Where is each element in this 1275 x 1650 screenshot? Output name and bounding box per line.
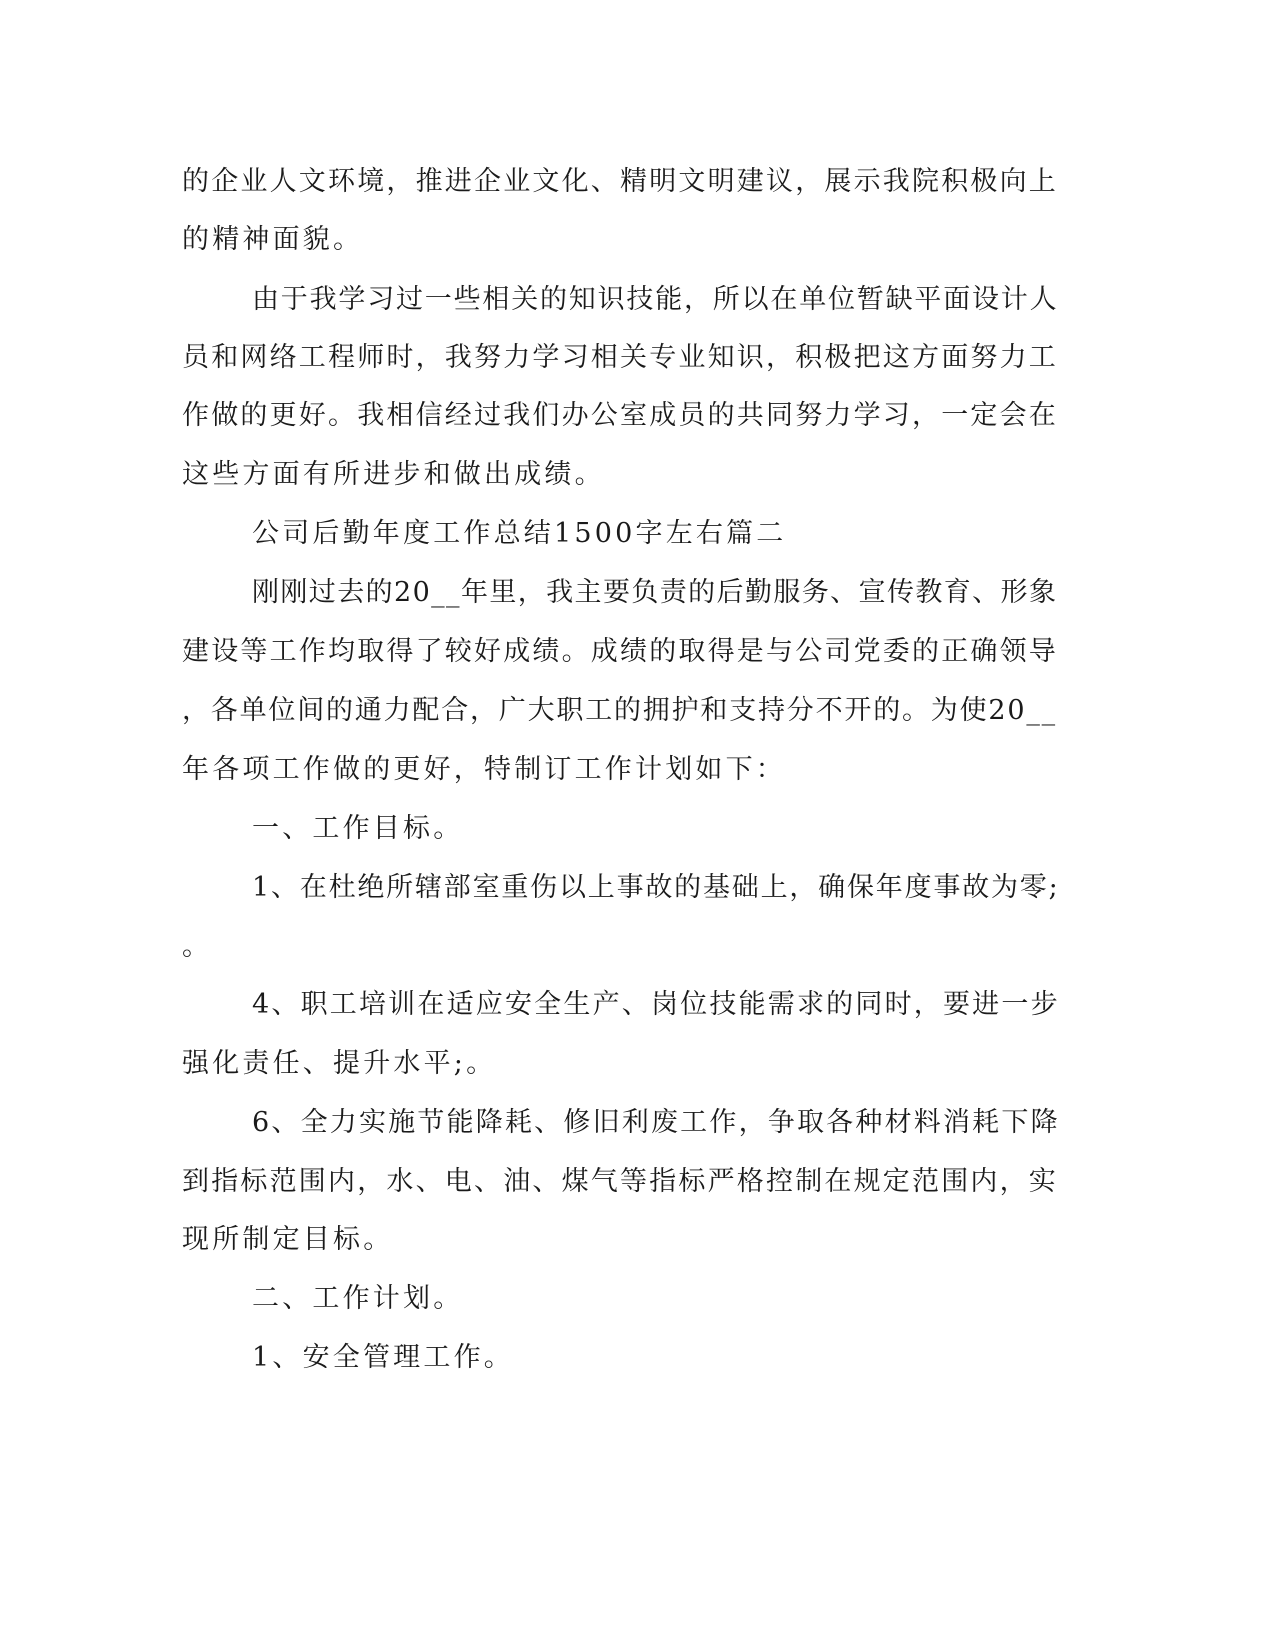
line-text: 由于我学习过一些相关的知识技能，所以在单位暂缺平面设计人	[252, 284, 1059, 315]
text-line	[0, 1269, 1275, 1329]
line-text: 。	[182, 931, 213, 962]
text-line	[0, 858, 1275, 918]
line-text: 这些方面有所进步和做出成绩。	[182, 459, 605, 490]
line-text: 二、工作计划。	[252, 1283, 464, 1314]
line-text: 一、工作目标。	[252, 813, 464, 844]
line-text: 1、安全管理工作。	[252, 1342, 514, 1373]
text-line	[0, 681, 1275, 741]
line-text: 的企业人文环境，推进企业文化、精明文明建议，展示我院积极向上	[182, 166, 1058, 197]
line-text: 4、职工培训在适应安全生产、岗位技能需求的同时，要进一步	[252, 989, 1060, 1020]
line-text: 建设等工作均取得了较好成绩。成绩的取得是与公司党委的正确领导	[182, 636, 1058, 667]
text-line	[0, 975, 1275, 1035]
text-line	[0, 799, 1275, 859]
text-line	[0, 740, 1275, 800]
text-line	[0, 270, 1275, 330]
text-line	[0, 152, 1275, 212]
heading-text: 公司后勤年度工作总结1500字左右篇二	[252, 518, 787, 549]
text-line	[0, 1093, 1275, 1153]
line-text: 的精神面貌。	[182, 224, 364, 255]
line-text: 作做的更好。我相信经过我们办公室成员的共同努力学习，一定会在	[182, 400, 1058, 431]
line-text: 到指标范围内，水、电、油、煤气等指标严格控制在规定范围内，实	[182, 1166, 1058, 1197]
text-line	[0, 445, 1275, 505]
text-line	[0, 210, 1275, 270]
text-line	[0, 622, 1275, 682]
line-text: 现所制定目标。	[182, 1224, 394, 1255]
line-text: 强化责任、提升水平;。	[182, 1048, 497, 1079]
line-text: 刚刚过去的20__年里，我主要负责的后勤服务、宣传教育、形象	[252, 577, 1058, 608]
section-heading	[0, 504, 1275, 564]
text-line	[0, 328, 1275, 388]
text-line	[0, 1328, 1275, 1388]
text-line	[0, 563, 1275, 623]
text-line	[0, 386, 1275, 446]
line-text: ，各单位间的通力配合，广大职工的拥护和支持分不开的。为使20__	[182, 695, 1057, 726]
line-text: 1、在杜绝所辖部室重伤以上事故的基础上，确保年度事故为零;	[252, 872, 1060, 903]
text-line	[0, 1210, 1275, 1270]
text-line	[0, 1034, 1275, 1094]
line-text: 6、全力实施节能降耗、修旧利废工作，争取各种材料消耗下降	[252, 1107, 1060, 1138]
line-text: 年各项工作做的更好，特制订工作计划如下：	[182, 754, 786, 785]
text-line	[0, 1152, 1275, 1212]
text-line	[0, 917, 1275, 977]
line-text: 员和网络工程师时，我努力学习相关专业知识，积极把这方面努力工	[182, 342, 1058, 373]
